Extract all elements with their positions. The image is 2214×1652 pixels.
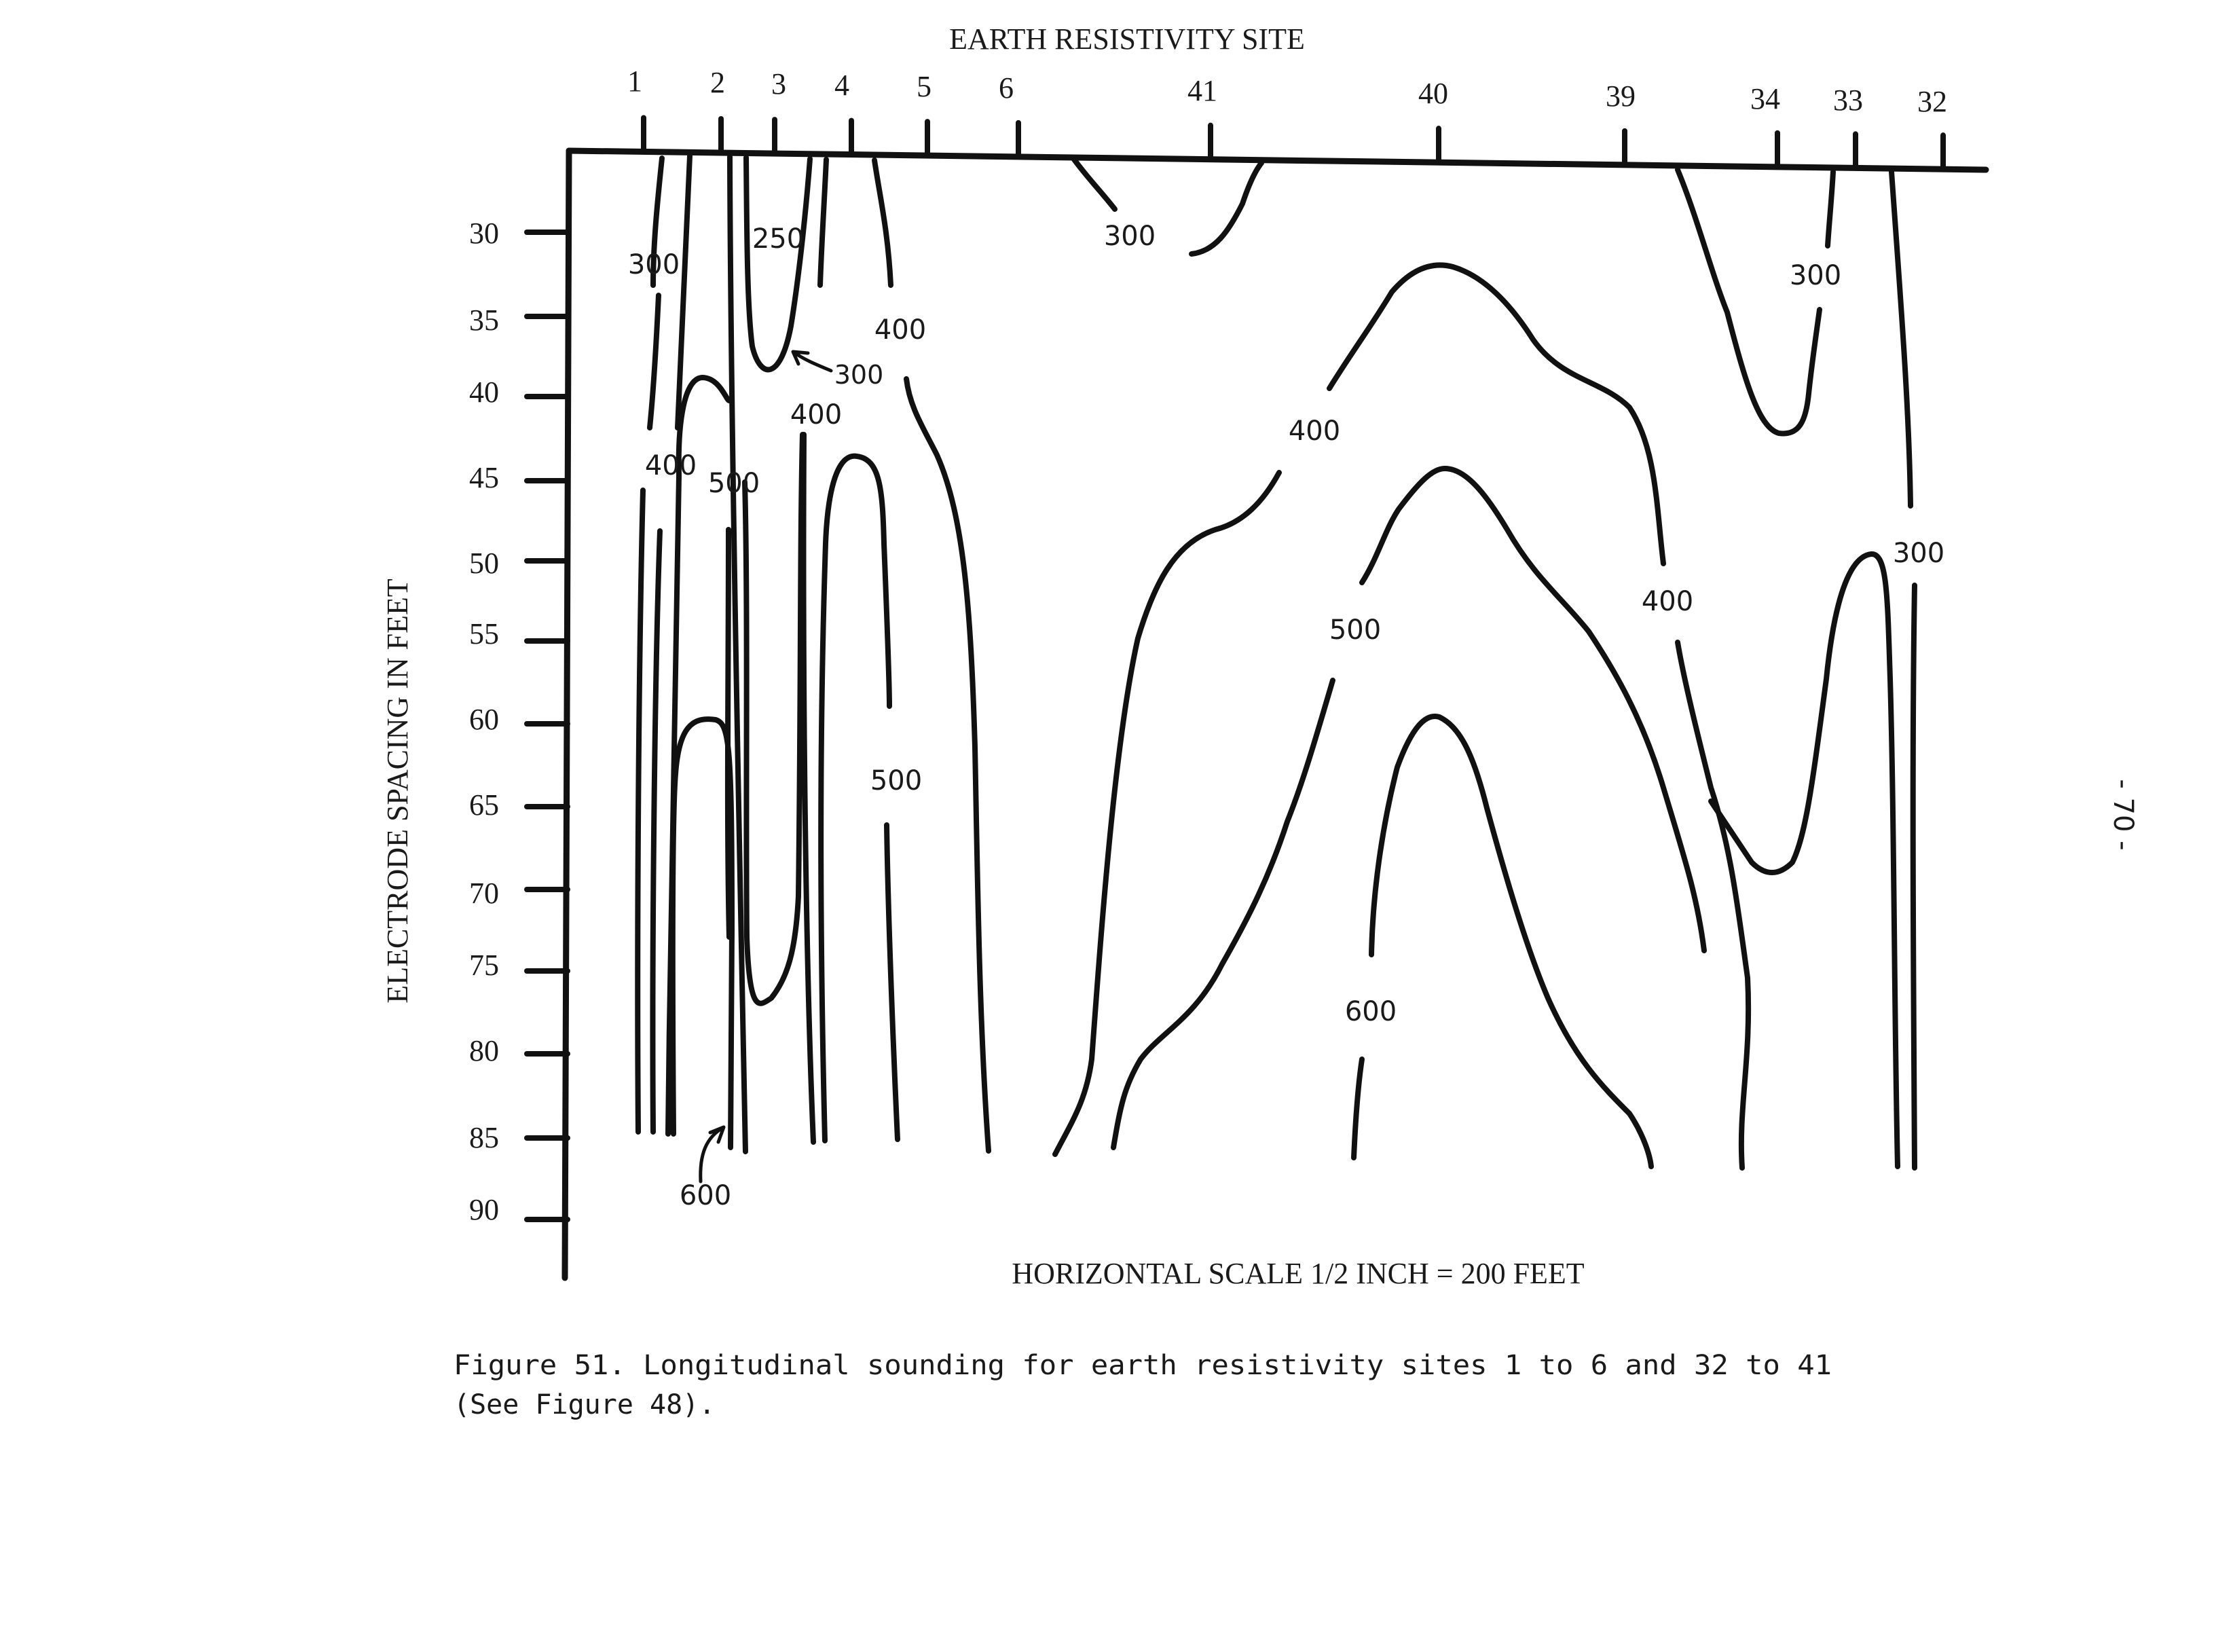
- contour-line: [746, 158, 810, 369]
- y-tick-label: 30: [469, 217, 499, 250]
- contour-label: 600: [679, 1180, 732, 1211]
- contour-line: [887, 825, 898, 1139]
- site-label: 32: [1917, 85, 1947, 118]
- contour-line: [745, 435, 802, 1004]
- scale-note: HORIZONTAL SCALE 1/2 INCH = 200 FEET: [1012, 1257, 1585, 1290]
- site-label: 3: [771, 67, 786, 100]
- y-tick-label: 55: [469, 617, 499, 650]
- contour-line: [1371, 716, 1651, 1167]
- y-tick-label: 35: [469, 304, 499, 337]
- contour-label: 400: [1288, 416, 1341, 447]
- contour-label: 300: [1789, 260, 1842, 291]
- contour-label: 500: [1329, 614, 1382, 646]
- site-label: 4: [834, 69, 849, 102]
- contour-label: 400: [874, 314, 927, 346]
- y-tick-label: 85: [469, 1121, 499, 1154]
- y-tick-label: 75: [469, 949, 499, 982]
- y-tick-label: 90: [469, 1193, 499, 1226]
- y-axis-title: ELECTRODE SPACING IN FEET: [381, 579, 414, 1004]
- contour-label: 400: [644, 450, 697, 481]
- x-axis-line: [569, 151, 1986, 170]
- contour-line: [820, 160, 826, 285]
- y-axis-line: [565, 151, 569, 1278]
- contour-line: [1073, 158, 1115, 209]
- site-label: 40: [1418, 77, 1448, 110]
- y-ticks: [527, 232, 568, 1219]
- arrow-indicator: [701, 1127, 724, 1181]
- arrow-indicator: [793, 352, 831, 371]
- contour-line: [1711, 554, 1898, 1167]
- contour-label: 300: [834, 360, 884, 390]
- site-label: 34: [1750, 82, 1780, 115]
- y-tick-label: 45: [469, 461, 499, 494]
- site-label: 1: [627, 65, 642, 98]
- contour-line: [804, 435, 813, 1142]
- contour-label: 300: [627, 249, 680, 280]
- site-label: 33: [1833, 84, 1863, 117]
- contour-line: [821, 456, 889, 1141]
- y-tick-label: 60: [469, 703, 499, 736]
- figure-caption-line-2: (See Figure 48).: [454, 1389, 716, 1420]
- y-tick-label: 65: [469, 788, 499, 822]
- contour-label: 600: [1344, 996, 1397, 1027]
- site-label: 6: [999, 71, 1014, 105]
- contour-line: [650, 295, 659, 428]
- contour-line: [1055, 473, 1279, 1154]
- contour-line: [1192, 163, 1261, 254]
- contour-label: 500: [870, 765, 923, 796]
- site-labels: [627, 65, 1947, 118]
- contour-label: 250: [752, 223, 805, 255]
- contour-label: 400: [790, 399, 843, 430]
- page-number: - 70 -: [2107, 779, 2139, 851]
- site-label: 2: [710, 66, 725, 99]
- y-tick-label: 40: [469, 375, 499, 409]
- contour-line: [1354, 1059, 1362, 1158]
- contour-line: [1913, 585, 1915, 1168]
- contour-line: [652, 531, 660, 1132]
- contour-line: [1362, 469, 1704, 951]
- y-tick-label: 50: [469, 547, 499, 580]
- chart-title: EARTH RESISTIVITY SITE: [949, 22, 1305, 56]
- contour-line: [1678, 642, 1748, 1168]
- contour-line: [1329, 265, 1663, 564]
- y-tick-labels: [469, 217, 499, 1226]
- contour-line: [1113, 680, 1333, 1148]
- site-label: 39: [1606, 79, 1636, 113]
- figure-caption-line-1: Figure 51. Longitudinal sounding for earth resistivity sites 1 to 6 and 32 to 41: [454, 1350, 1832, 1381]
- contour-label: 400: [1641, 586, 1694, 617]
- contour-line: [1892, 172, 1911, 506]
- y-tick-label: 70: [469, 877, 499, 910]
- contour-line: [673, 719, 732, 1148]
- contour-line: [1678, 170, 1820, 433]
- contour-line: [1828, 172, 1833, 246]
- y-tick-label: 80: [469, 1034, 499, 1067]
- contour-label: 300: [1103, 221, 1156, 252]
- contour-label: 500: [707, 468, 760, 499]
- site-label: 5: [917, 70, 931, 103]
- contour-line: [638, 490, 643, 1132]
- contour-lines: [638, 156, 1915, 1168]
- contour-label: 300: [1892, 538, 1945, 569]
- contour-line: [874, 160, 891, 285]
- site-label: 41: [1187, 74, 1217, 107]
